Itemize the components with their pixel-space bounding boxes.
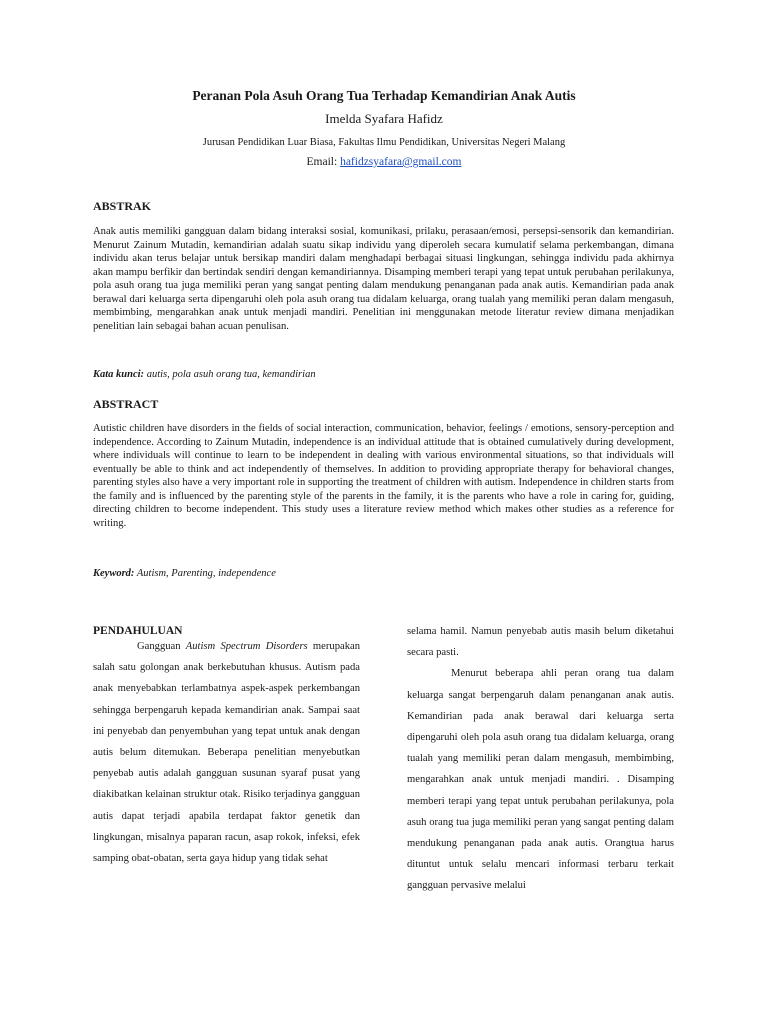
email-line bbox=[0, 156, 768, 168]
lead-text: Gangguan bbox=[137, 641, 186, 652]
kata-kunci-values: autis, pola asuh orang tua, kemandirian bbox=[144, 369, 316, 380]
abstract-heading: ABSTRACT bbox=[93, 397, 159, 411]
keyword bbox=[93, 568, 276, 579]
paper-title: Peranan Pola Asuh Orang Tua Terhadap Kemandirian Anak Autis bbox=[192, 88, 576, 103]
keyword-values: Autism, Parenting, independence bbox=[134, 568, 276, 579]
pendahuluan-paragraph-1 bbox=[93, 636, 360, 869]
lead-italic: Autism Spectrum Disorders bbox=[185, 641, 308, 652]
abstract-text: Autistic children have disorders in the fields of social interaction, communication, behavior, feelings / emotions, sensory-perception and independence. According to Zainum Mutadin, independence is an individual attitude that is obtained cumulatively during development, where individuals will continue to learn to be independent in dealing with various environmental situations, so that individuals will eventually be able to think and act independently of themselves. In addition to providing appropriate therapy for behavioral changes, parenting styles also have a very important role in supporting the treatment of children with autism. Independence in children starts from the family and is influenced by the parenting style of the parents in the family, it is the parents who have a role in caring for, guiding, directing children to become independent. This study uses a literature review method which makes other studies as a reference for writing. bbox=[93, 423, 674, 529]
right-column bbox=[407, 621, 674, 897]
pendahuluan-heading: PENDAHULUAN bbox=[93, 625, 183, 637]
keyword-label: Keyword: bbox=[93, 568, 135, 579]
kata-kunci bbox=[93, 369, 316, 380]
abstrak-heading: ABSTRAK bbox=[93, 199, 152, 213]
email-label: Email: bbox=[306, 156, 341, 168]
left-column bbox=[93, 636, 360, 869]
abstrak-text: Anak autis memiliki gangguan dalam bidang interaksi sosial, komunikasi, prilaku, perasaan/emosi, persepsi-sensorik dan kemandirian. Menurut Zainum Mutadin, kemandirian adalah suatu sikap individu yang diperoleh secara kumulatif selama perkembangan, dimana individu akan terus belajar untuk bersikap mandiri dalam menghadapi berbagai situasi lingkungan, sehingga individu pada akhirnya akan mampu berfikir dan bertindak sendiri dengan kemandiriannya. Disamping memberi terapi yang tepat untuk perubahan perilakunya, pola asuh orang tua juga memiliki peran yang sangat penting dalam mendukung penanganan pada anak autis. Kemandirian pada anak berawal dari keluarga serta dipengaruhi oleh pola asuh orang tua didalam keluarga, orang tualah yang memiliki peran dalam mengasuh, membimbing, mengarahkan anak untuk menjadi mandiri. Penelitian ini menggunakan metode literatur review dimana menjadikan penelitian lain sebagai bahan acuan penulisan. bbox=[93, 226, 674, 332]
left-column-text: merupakan salah satu golongan anak berkebutuhan khusus. Autism pada anak menyebabkan terlambatnya aspek-aspek perkembangan sehingga berpengaruh kepada kemandirian anak. Sampai saat ini penyebab dan penyembuhan yang tepat untuk anak dengan autis belum ditemukan. Beberapa penelitian menyebutkan penyebab autis adalah gangguan susunan syaraf pusat yang diakibatkan kelainan struktur otak. Risiko terjadinya gangguan autis dapat terjadi apabila terdapat faktor genetik dan lingkungan, misalnya paparan racun, asap rokok, infeksi, efek samping obat-obatan, serta gaya hidup yang tidak sehat bbox=[93, 641, 360, 865]
author-name: Imelda Syafara Hafidz bbox=[325, 111, 443, 126]
email-link[interactable]: hafidzsyafara@gmail.com bbox=[340, 156, 462, 168]
affiliation: Jurusan Pendidikan Luar Biasa, Fakultas Ilmu Pendidikan, Universitas Negeri Malang bbox=[202, 137, 566, 148]
kata-kunci-label: Kata kunci: bbox=[93, 369, 145, 380]
right-paragraph-2: Menurut beberapa ahli peran orang tua dalam keluarga sangat berpengaruh dalam penanganan anak autis. Kemandirian pada anak berawal dari keluarga serta dipengaruhi oleh pola asuh orang tua didalam keluarga, orang tualah yang memiliki peran dalam mengasuh, membimbing, mengarahkan anak untuk menjadi mandiri. . Disamping memberi terapi yang tepat untuk perubahan perilakunya, pola asuh orang tua juga memiliki peran yang sangat penting dalam mendukung penanganan pada anak autis. Orangtua harus dituntut untuk selalu mencari informasi terbaru terkait gangguan pervasive melalui bbox=[407, 668, 674, 892]
right-paragraph-1: selama hamil. Namun penyebab autis masih belum diketahui secara pasti. bbox=[407, 626, 674, 659]
